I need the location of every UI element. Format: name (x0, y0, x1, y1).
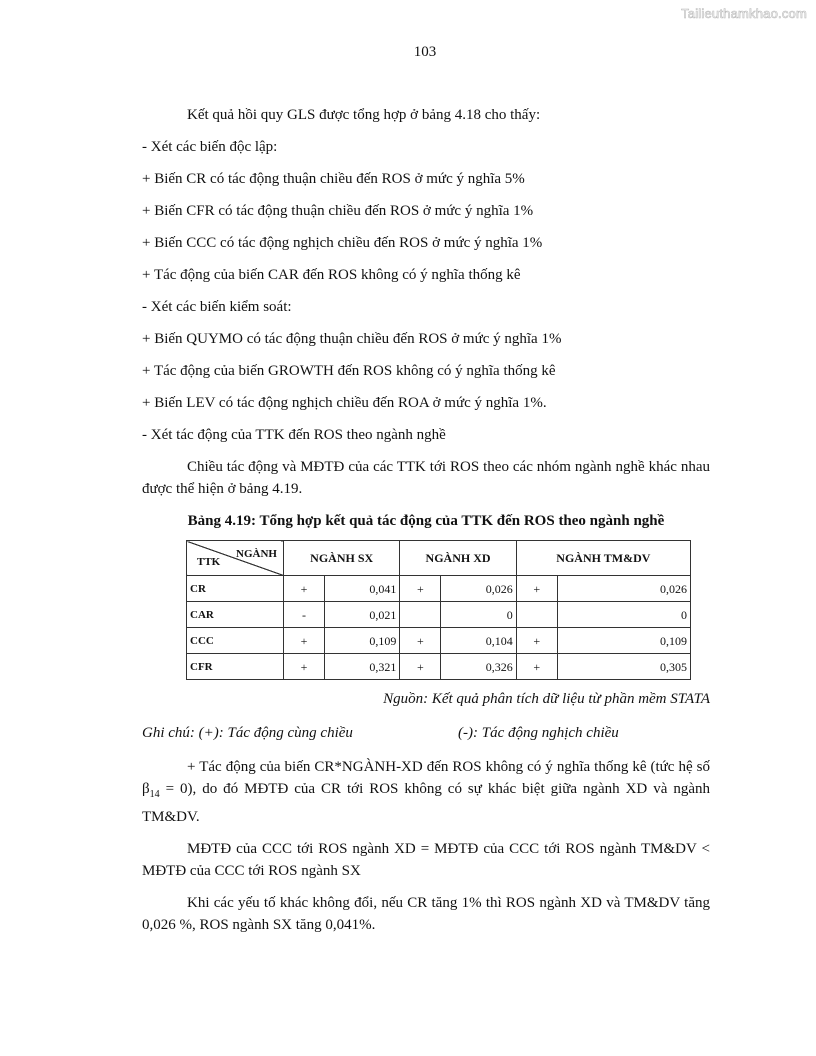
ccc-paragraph: MĐTĐ của CCC tới ROS ngành XD = MĐTĐ của CCC tới ROS ngành TM&DV < MĐTĐ của CCC tới ROS ngành SX (142, 841, 710, 879)
table-row (187, 576, 691, 602)
sign-cell: + (400, 628, 441, 654)
row-label: CFR (187, 654, 284, 680)
value-cell: 0,305 (557, 654, 690, 680)
header-xd: NGÀNH XD (400, 541, 516, 576)
text-line: + Biến CFR có tác động thuận chiều đến ROS ở mức ý nghĩa 1% (142, 203, 534, 219)
text-line: - Xét tác động của TTK đến ROS theo ngành nghề (142, 427, 446, 443)
value-cell: 0,026 (557, 576, 690, 602)
corner-header (187, 541, 284, 576)
table-row (187, 602, 691, 628)
corner-top-label: NGÀNH (236, 548, 277, 560)
sign-cell (400, 602, 441, 628)
sign-cell: + (516, 576, 557, 602)
sign-cell: + (284, 576, 325, 602)
header-tm: NGÀNH TM&DV (516, 541, 690, 576)
text-line: + Biến CCC có tác động nghịch chiều đến ROS ở mức ý nghĩa 1% (142, 235, 543, 251)
sign-cell: + (400, 576, 441, 602)
page-content (142, 104, 710, 946)
watermark: Tailieuthamkhao.com (681, 6, 807, 21)
value-cell: 0,021 (325, 602, 400, 628)
table-header-row (187, 541, 691, 576)
header-sx: NGÀNH SX (284, 541, 400, 576)
text-line: + Biến CR có tác động thuận chiều đến ROS ở mức ý nghĩa 5% (142, 171, 525, 187)
sign-cell: + (284, 628, 325, 654)
sign-cell: + (400, 654, 441, 680)
page-number: 103 (413, 44, 437, 60)
value-cell: 0,326 (441, 654, 516, 680)
row-label: CCC (187, 628, 284, 654)
table-title: Bảng 4.19: Tổng hợp kết quả tác động của TTK đến ROS theo ngành nghề (187, 513, 665, 529)
text-line: + Biến QUYMO có tác động thuận chiều đến ROS ở mức ý nghĩa 1% (142, 331, 562, 347)
value-cell: 0,041 (325, 576, 400, 602)
text-line: - Xét các biến độc lập: (142, 139, 278, 155)
sign-cell: + (284, 654, 325, 680)
cr-text-end: = 0), do đó MĐTĐ của CR tới ROS không có sự khác biệt giữa ngành XD và ngành TM&DV. (142, 781, 710, 825)
sign-cell (516, 602, 557, 628)
value-cell: 0,104 (441, 628, 516, 654)
sign-cell: + (516, 654, 557, 680)
value-cell: 0 (441, 602, 516, 628)
sign-cell: + (516, 628, 557, 654)
row-label: CR (187, 576, 284, 602)
table-note (142, 722, 710, 744)
results-table (186, 540, 691, 680)
text-line: + Tác động của biến CAR đến ROS không có ý nghĩa thống kê (142, 267, 521, 283)
row-label: CAR (187, 602, 284, 628)
text-line: - Xét các biến kiểm soát: (142, 299, 292, 315)
text-line: + Biến LEV có tác động nghịch chiều đến ROA ở mức ý nghĩa 1%. (142, 395, 547, 411)
corner-bottom-label: TTK (197, 556, 221, 568)
note-negative: (-): Tác động nghịch chiều (458, 725, 619, 741)
value-cell: 0,321 (325, 654, 400, 680)
note-positive: Ghi chú: (+): Tác động cùng chiều (142, 725, 353, 741)
table-source: Nguồn: Kết quả phân tích dữ liệu từ phần mềm STATA (383, 691, 710, 707)
intro-paragraph: Chiều tác động và MĐTĐ của các TTK tới ROS theo các nhóm ngành nghề khác nhau được thể hiện ở bảng 4.19. (142, 459, 710, 497)
value-cell: 0,109 (557, 628, 690, 654)
cr-paragraph (142, 756, 710, 828)
text-line: + Tác động của biến GROWTH đến ROS không có ý nghĩa thống kê (142, 363, 556, 379)
table-row (187, 628, 691, 654)
value-cell: 0,109 (325, 628, 400, 654)
text-line: Kết quả hồi quy GLS được tổng hợp ở bảng 4.18 cho thấy: (187, 107, 541, 123)
value-cell: 0 (557, 602, 690, 628)
value-cell: 0,026 (441, 576, 516, 602)
cr-subscript: 14 (149, 789, 160, 800)
sign-cell: - (284, 602, 325, 628)
table-row (187, 654, 691, 680)
cr-text-start: + Tác động của biến CR*NGÀNH-XD đến ROS không có ý nghĩa thống kê (tức hệ số β (142, 759, 710, 797)
final-paragraph: Khi các yếu tố khác không đổi, nếu CR tăng 1% thì ROS ngành XD và TM&DV tăng 0,026 %, ROS ngành SX tăng 0,041%. (142, 895, 710, 933)
